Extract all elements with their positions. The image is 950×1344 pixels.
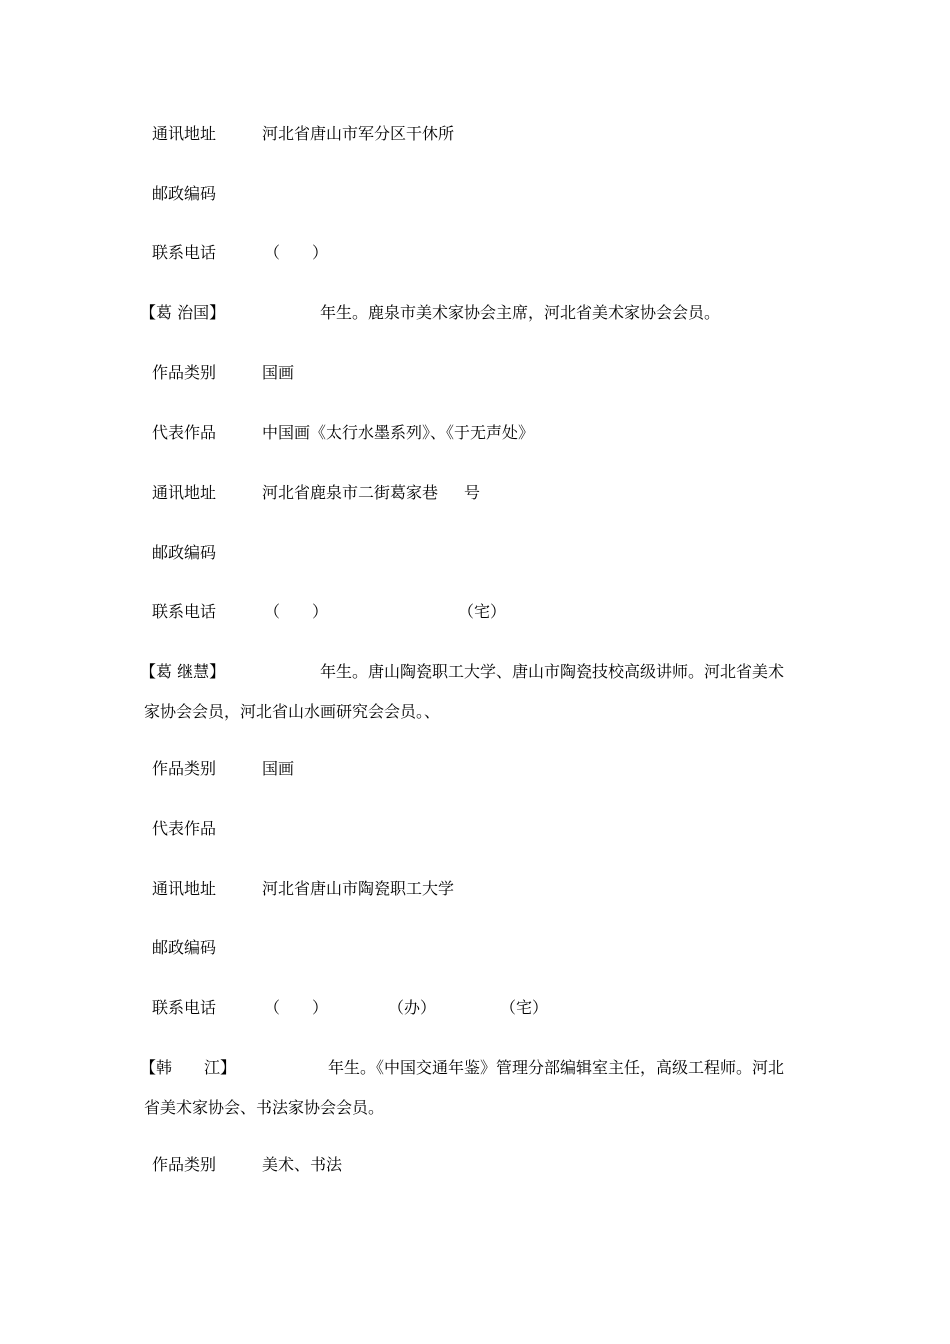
field-value: 国画	[262, 759, 295, 778]
phone-office-tag: （办）	[388, 998, 437, 1017]
field-label: 作品类别	[152, 1155, 217, 1174]
person-bio: 省美术家协会、书法家协会会员。	[144, 1098, 385, 1117]
person-bio: 年生。唐山陶瓷职工大学、唐山市陶瓷技校高级讲师。河北省美术	[320, 662, 785, 681]
field-label: 代表作品	[152, 819, 217, 838]
field-label: 代表作品	[152, 423, 217, 442]
field-label: 邮政编码	[152, 543, 217, 562]
field-label: 联系电话	[152, 602, 217, 621]
field-label: 邮政编码	[152, 184, 217, 203]
field-value: 河北省鹿泉市二街葛家巷	[262, 483, 439, 502]
field-value: 河北省唐山市军分区干休所	[262, 124, 455, 143]
field-value: 国画	[262, 363, 295, 382]
field-label: 通讯地址	[152, 879, 217, 898]
field-label: 作品类别	[152, 363, 217, 382]
address-suffix: 号	[464, 483, 481, 502]
field-label: 联系电话	[152, 998, 217, 1017]
field-label: 通讯地址	[152, 124, 217, 143]
field-label: 通讯地址	[152, 483, 217, 502]
person-name: 【葛 继慧】	[140, 662, 226, 681]
field-value: 美术、书法	[262, 1155, 343, 1174]
person-bio: 家协会会员，河北省山水画研究会会员。、	[144, 702, 441, 721]
person-bio: 年生。《中国交通年鉴》管理分部编辑室主任，高级工程师。河北	[328, 1058, 785, 1077]
phone-area-code: （ ）	[264, 998, 329, 1017]
field-label: 邮政编码	[152, 938, 217, 957]
phone-home-tag: （宅）	[458, 602, 507, 621]
phone-area-code: （ ）	[264, 243, 329, 262]
field-label: 联系电话	[152, 243, 217, 262]
person-name: 【韩 江】	[140, 1058, 237, 1077]
field-value: 河北省唐山市陶瓷职工大学	[262, 879, 455, 898]
phone-home-tag: （宅）	[500, 998, 549, 1017]
person-bio: 年生。鹿泉市美术家协会主席，河北省美术家协会会员。	[320, 303, 721, 322]
phone-area-code: （ ）	[264, 602, 329, 621]
field-label: 作品类别	[152, 759, 217, 778]
field-value: 中国画《太行水墨系列》、《于无声处》	[262, 423, 535, 442]
person-name: 【葛 治国】	[140, 303, 226, 322]
